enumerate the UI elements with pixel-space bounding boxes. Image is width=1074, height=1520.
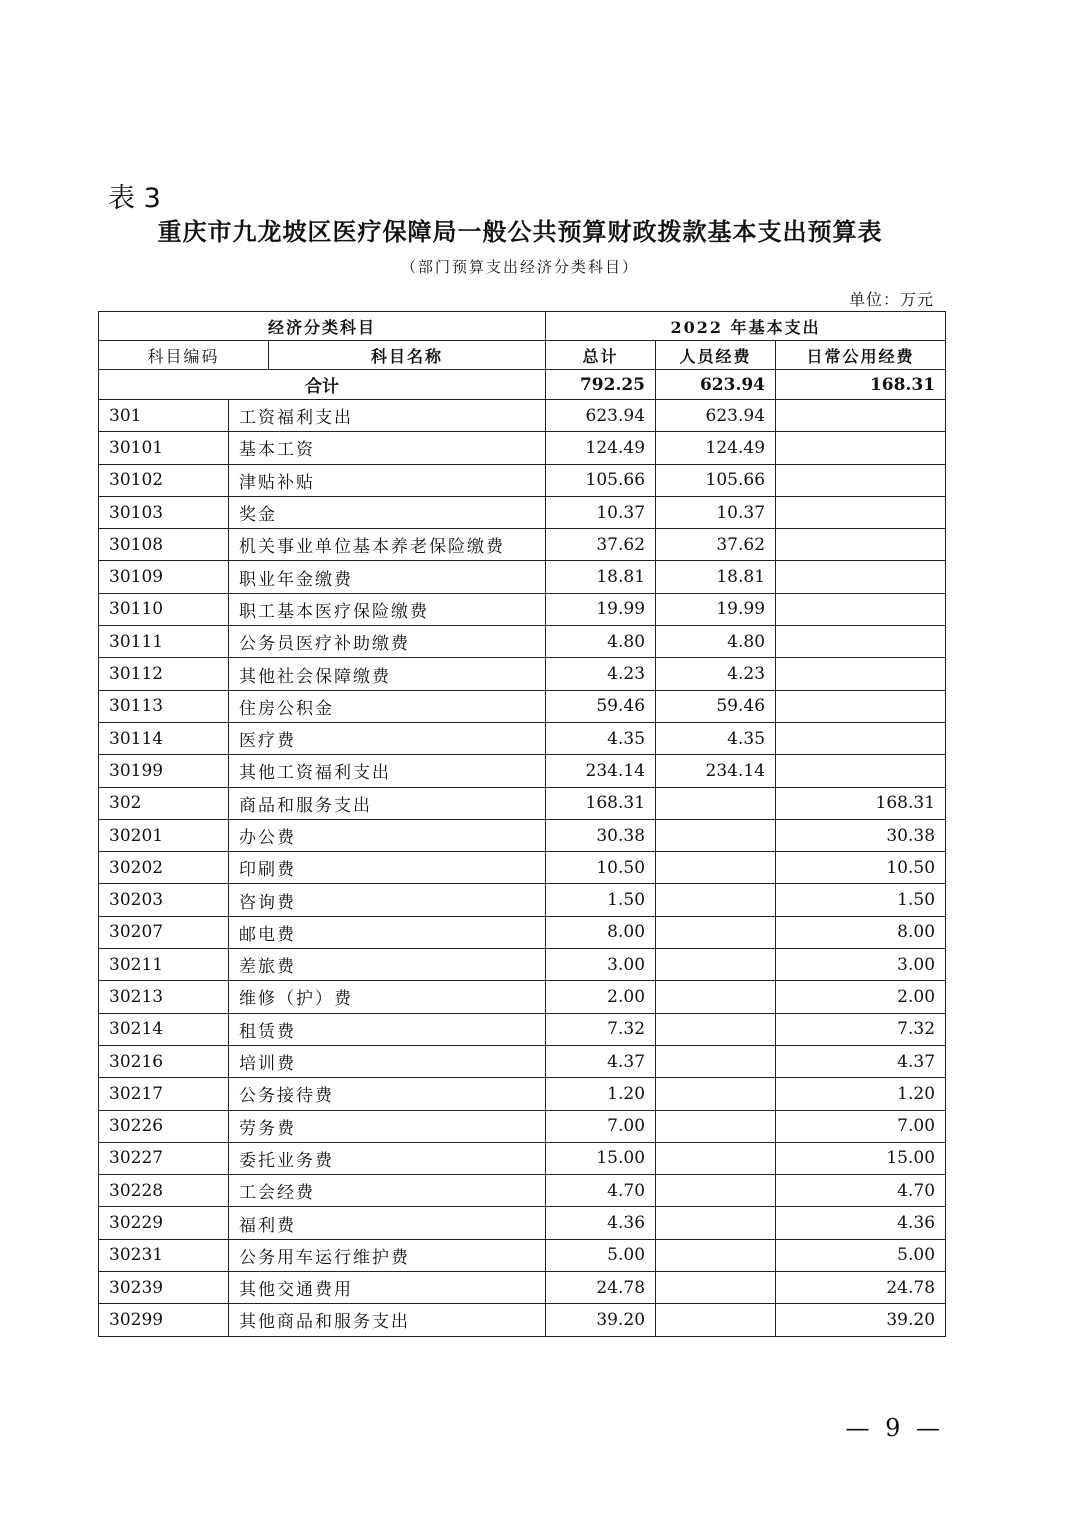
row-personnel: 18.81 — [656, 561, 776, 593]
row-personnel — [656, 1272, 776, 1304]
row-code: 30216 — [99, 1045, 229, 1077]
table-row — [99, 1078, 946, 1110]
row-code: 30227 — [99, 1142, 229, 1174]
row-public — [776, 496, 946, 528]
row-name: 其他商品和服务支出 — [229, 1304, 546, 1336]
row-public — [776, 722, 946, 754]
row-public: 1.50 — [776, 884, 946, 916]
row-personnel — [656, 1175, 776, 1207]
row-total: 2.00 — [546, 981, 656, 1013]
row-total: 4.36 — [546, 1207, 656, 1239]
row-personnel: 105.66 — [656, 464, 776, 496]
row-public: 4.36 — [776, 1207, 946, 1239]
row-name: 劳务费 — [229, 1110, 546, 1142]
row-code: 30211 — [99, 949, 229, 981]
row-code: 30113 — [99, 690, 229, 722]
row-personnel — [656, 1045, 776, 1077]
row-code: 30110 — [99, 593, 229, 625]
row-code: 30214 — [99, 1013, 229, 1045]
row-public: 10.50 — [776, 852, 946, 884]
row-public: 24.78 — [776, 1272, 946, 1304]
table-row — [99, 529, 946, 561]
row-name: 福利费 — [229, 1207, 546, 1239]
table-row — [99, 464, 946, 496]
row-public: 2.00 — [776, 981, 946, 1013]
row-public: 168.31 — [776, 787, 946, 819]
page-title: 重庆市九龙坡区医疗保障局一般公共预算财政拨款基本支出预算表 — [157, 217, 883, 246]
row-public — [776, 400, 946, 432]
row-total: 105.66 — [546, 464, 656, 496]
table-row — [99, 981, 946, 1013]
table-row — [99, 949, 946, 981]
row-total: 37.62 — [546, 529, 656, 561]
row-total: 7.32 — [546, 1013, 656, 1045]
row-total: 1.20 — [546, 1078, 656, 1110]
row-personnel — [656, 1239, 776, 1271]
row-public — [776, 529, 946, 561]
table-row — [99, 916, 946, 948]
row-personnel — [656, 1304, 776, 1336]
row-total: 10.50 — [546, 852, 656, 884]
row-public: 7.00 — [776, 1110, 946, 1142]
row-personnel — [656, 819, 776, 851]
row-code: 30108 — [99, 529, 229, 561]
row-code: 30207 — [99, 916, 229, 948]
row-code: 30213 — [99, 981, 229, 1013]
row-personnel — [656, 949, 776, 981]
row-name: 工会经费 — [229, 1175, 546, 1207]
total-public: 168.31 — [776, 370, 946, 400]
row-personnel — [656, 852, 776, 884]
row-name: 维修（护）费 — [229, 981, 546, 1013]
row-personnel: 19.99 — [656, 593, 776, 625]
row-name: 商品和服务支出 — [229, 787, 546, 819]
row-personnel: 124.49 — [656, 432, 776, 464]
page-subtitle: （部门预算支出经济分类科目） — [400, 258, 639, 276]
row-personnel: 10.37 — [656, 496, 776, 528]
row-name: 其他工资福利支出 — [229, 755, 546, 787]
row-code: 30201 — [99, 819, 229, 851]
table-row — [99, 690, 946, 722]
table-row — [99, 1304, 946, 1336]
row-name: 印刷费 — [229, 852, 546, 884]
header-total: 总计 — [546, 341, 656, 370]
row-total: 3.00 — [546, 949, 656, 981]
row-public: 39.20 — [776, 1304, 946, 1336]
table-row — [99, 722, 946, 754]
table-row — [99, 1045, 946, 1077]
row-total: 30.38 — [546, 819, 656, 851]
table-label: 表 3 — [108, 183, 161, 214]
row-name: 工资福利支出 — [229, 400, 546, 432]
row-total: 623.94 — [546, 400, 656, 432]
row-code: 301 — [99, 400, 229, 432]
table-row — [99, 561, 946, 593]
header-row-columns — [99, 341, 946, 370]
row-name: 其他交通费用 — [229, 1272, 546, 1304]
table-row — [99, 884, 946, 916]
row-personnel: 4.35 — [656, 722, 776, 754]
budget-table — [98, 311, 946, 1337]
row-personnel — [656, 787, 776, 819]
row-name: 差旅费 — [229, 949, 546, 981]
total-row — [99, 370, 946, 400]
table-row — [99, 496, 946, 528]
row-personnel: 623.94 — [656, 400, 776, 432]
row-total: 1.50 — [546, 884, 656, 916]
row-personnel — [656, 1013, 776, 1045]
row-total: 4.80 — [546, 626, 656, 658]
row-personnel — [656, 1110, 776, 1142]
header-public: 日常公用经费 — [776, 341, 946, 370]
row-name: 咨询费 — [229, 884, 546, 916]
row-name: 津贴补贴 — [229, 464, 546, 496]
table-row — [99, 1110, 946, 1142]
row-personnel: 4.23 — [656, 658, 776, 690]
table-row — [99, 1272, 946, 1304]
row-personnel — [656, 884, 776, 916]
row-name: 培训费 — [229, 1045, 546, 1077]
row-total: 5.00 — [546, 1239, 656, 1271]
row-total: 59.46 — [546, 690, 656, 722]
row-personnel: 37.62 — [656, 529, 776, 561]
row-total: 24.78 — [546, 1272, 656, 1304]
row-public: 30.38 — [776, 819, 946, 851]
row-public: 7.32 — [776, 1013, 946, 1045]
row-total: 39.20 — [546, 1304, 656, 1336]
row-name: 公务接待费 — [229, 1078, 546, 1110]
row-public: 15.00 — [776, 1142, 946, 1174]
row-total: 15.00 — [546, 1142, 656, 1174]
row-code: 30226 — [99, 1110, 229, 1142]
header-personnel: 人员经费 — [656, 341, 776, 370]
table-row — [99, 593, 946, 625]
row-total: 18.81 — [546, 561, 656, 593]
header-basic-expenditure: 2022 年基本支出 — [546, 312, 946, 341]
row-public — [776, 658, 946, 690]
header-row-group — [99, 312, 946, 341]
row-personnel — [656, 916, 776, 948]
table-row — [99, 432, 946, 464]
row-code: 30114 — [99, 722, 229, 754]
row-total: 19.99 — [546, 593, 656, 625]
page-number: — 9 — — [845, 1414, 944, 1442]
row-name: 租赁费 — [229, 1013, 546, 1045]
row-total: 8.00 — [546, 916, 656, 948]
row-public — [776, 755, 946, 787]
row-total: 4.23 — [546, 658, 656, 690]
row-code: 30199 — [99, 755, 229, 787]
row-public: 3.00 — [776, 949, 946, 981]
row-code: 30112 — [99, 658, 229, 690]
row-total: 4.35 — [546, 722, 656, 754]
row-total: 10.37 — [546, 496, 656, 528]
row-personnel: 59.46 — [656, 690, 776, 722]
table-row — [99, 1013, 946, 1045]
row-total: 7.00 — [546, 1110, 656, 1142]
row-total: 234.14 — [546, 755, 656, 787]
row-name: 职工基本医疗保险缴费 — [229, 593, 546, 625]
row-personnel: 4.80 — [656, 626, 776, 658]
row-code: 30111 — [99, 626, 229, 658]
total-label: 合计 — [99, 370, 546, 400]
row-code: 30231 — [99, 1239, 229, 1271]
row-personnel — [656, 1207, 776, 1239]
row-personnel — [656, 981, 776, 1013]
row-public: 1.20 — [776, 1078, 946, 1110]
unit-label: 单位：万元 — [848, 290, 934, 309]
table-row — [99, 1175, 946, 1207]
row-public — [776, 464, 946, 496]
row-name: 委托业务费 — [229, 1142, 546, 1174]
row-public: 8.00 — [776, 916, 946, 948]
row-public: 4.70 — [776, 1175, 946, 1207]
row-name: 公务用车运行维护费 — [229, 1239, 546, 1271]
table-row — [99, 1239, 946, 1271]
header-code: 科目编码 — [99, 341, 269, 370]
row-personnel — [656, 1142, 776, 1174]
row-code: 30299 — [99, 1304, 229, 1336]
row-total: 168.31 — [546, 787, 656, 819]
table-row — [99, 626, 946, 658]
table-row — [99, 658, 946, 690]
row-code: 30101 — [99, 432, 229, 464]
row-name: 职业年金缴费 — [229, 561, 546, 593]
row-code: 30103 — [99, 496, 229, 528]
row-code: 30229 — [99, 1207, 229, 1239]
row-name: 基本工资 — [229, 432, 546, 464]
row-public — [776, 561, 946, 593]
row-code: 302 — [99, 787, 229, 819]
row-code: 30228 — [99, 1175, 229, 1207]
table-row — [99, 852, 946, 884]
row-name: 奖金 — [229, 496, 546, 528]
header-name: 科目名称 — [269, 341, 546, 370]
row-public — [776, 690, 946, 722]
table-row — [99, 819, 946, 851]
row-public — [776, 432, 946, 464]
header-economic-category: 经济分类科目 — [99, 312, 546, 341]
table-row — [99, 1142, 946, 1174]
row-public — [776, 626, 946, 658]
row-code: 30109 — [99, 561, 229, 593]
row-name: 机关事业单位基本养老保险缴费 — [229, 529, 546, 561]
table-row — [99, 400, 946, 432]
row-code: 30202 — [99, 852, 229, 884]
row-name: 住房公积金 — [229, 690, 546, 722]
row-personnel: 234.14 — [656, 755, 776, 787]
row-public — [776, 593, 946, 625]
table-row — [99, 755, 946, 787]
row-code: 30239 — [99, 1272, 229, 1304]
total-personnel: 623.94 — [656, 370, 776, 400]
row-name: 其他社会保障缴费 — [229, 658, 546, 690]
row-name: 邮电费 — [229, 916, 546, 948]
row-total: 4.37 — [546, 1045, 656, 1077]
row-code: 30102 — [99, 464, 229, 496]
table-row — [99, 1207, 946, 1239]
row-name: 公务员医疗补助缴费 — [229, 626, 546, 658]
table-row — [99, 787, 946, 819]
row-public: 4.37 — [776, 1045, 946, 1077]
row-total: 124.49 — [546, 432, 656, 464]
total-total: 792.25 — [546, 370, 656, 400]
row-name: 医疗费 — [229, 722, 546, 754]
row-code: 30217 — [99, 1078, 229, 1110]
row-name: 办公费 — [229, 819, 546, 851]
row-public: 5.00 — [776, 1239, 946, 1271]
row-personnel — [656, 1078, 776, 1110]
row-total: 4.70 — [546, 1175, 656, 1207]
row-code: 30203 — [99, 884, 229, 916]
